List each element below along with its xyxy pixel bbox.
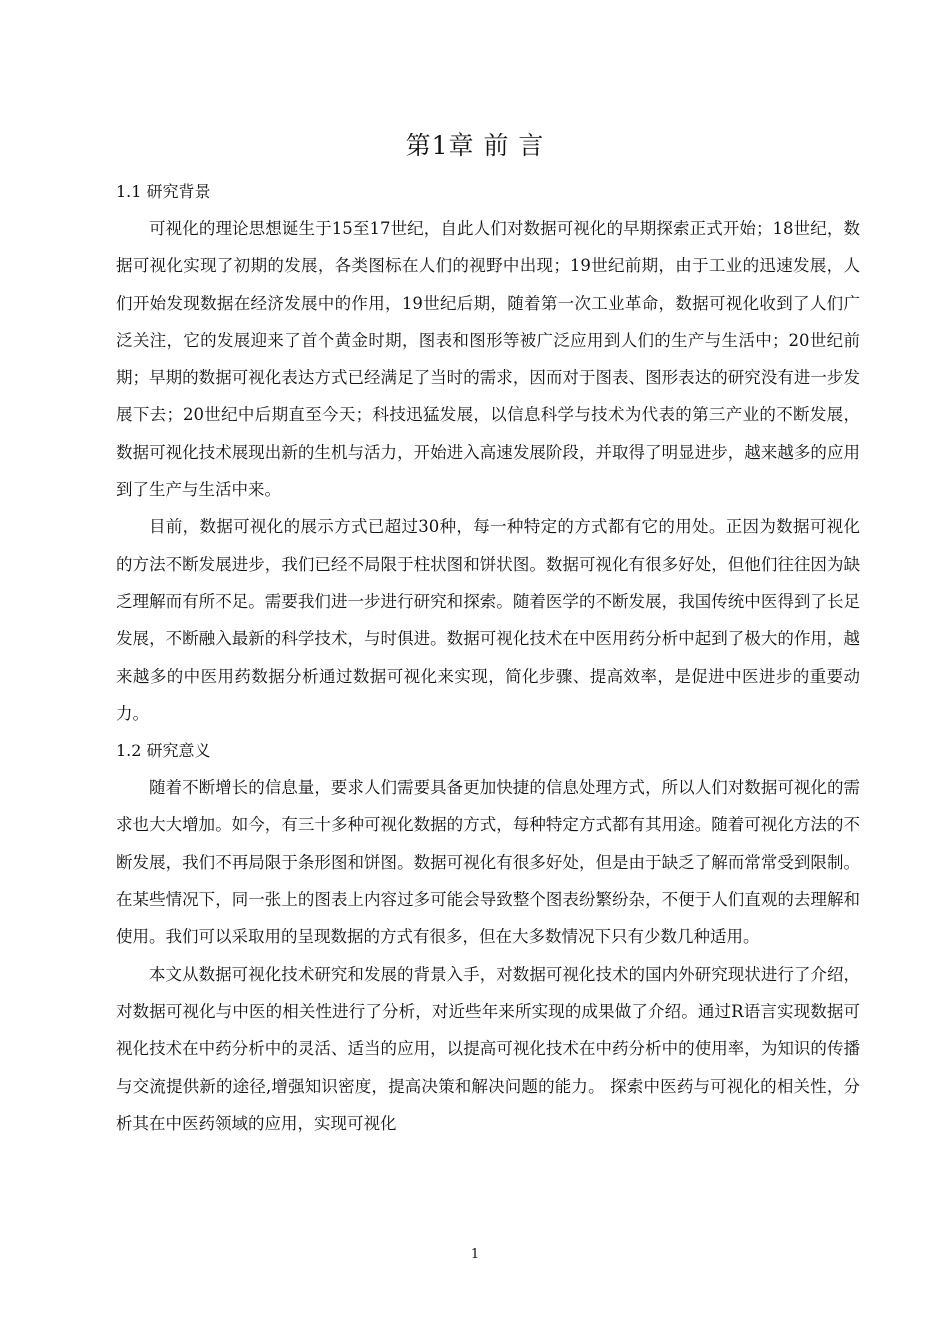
paragraph: 随着不断增长的信息量，要求人们需要具备更加快捷的信息处理方式，所以人们对数据可视化的需求也大大增加。如今，有三十多种可视化数据的方式，每种特定方式都有其用途。随着可视化方法的不断发展，我们不再局限于条形图和饼图。数据可视化有很多好处，但是由于缺乏了解而常常受到限制。在某些情况下，同一张上的图表上内容过多可能会导致整个图表纷繁纷杂，不便于人们直观的去理解和使用。我们可以采取用的呈现数据的方式有很多，但在大多数情况下只有少数几种适用。	[116, 778, 860, 947]
chapter-title: 第1章 前 言	[405, 131, 545, 160]
section-heading-research-background: 1.1 研究背景	[116, 182, 211, 201]
page-number: 1	[470, 1247, 480, 1262]
paragraph: 本文从数据可视化技术研究和发展的背景入手，对数据可视化技术的国内外研究现状进行了介绍，对数据可视化与中医的相关性进行了分析，对近些年来所实现的成果做了介绍。通过R语言实现数据可视化技术在中药分析中的灵活、适当的应用，以提高可视化技术在中药分析中的使用率，为知识的传播与交流提供新的途径,增强知识密度，提高决策和解决问题的能力。 探索中医药与可视化的相关性，分析其在中医药领域的应用，实现可视化	[116, 964, 860, 1133]
section-heading-research-significance: 1.2 研究意义	[116, 741, 211, 761]
paragraph: 可视化的理论思想诞生于15至17世纪，自此人们对数据可视化的早期探索正式开始；18世纪，数据可视化实现了初期的发展，各类图标在人们的视野中出现；19世纪前期，由于工业的迅速发展，人们开始发现数据在经济发展中的作用，19世纪后期，随着第一次工业革命，数据可视化收到了人们广泛关注，它的发展迎来了首个黄金时期，图表和图形等被广泛应用到人们的生产与生活中；20世纪前期；早期的数据可视化表达方式已经满足了当时的需求，因而对于图表、图形表达的研究没有进一步发展下去；20世纪中后期直至今天；科技迅猛发展，以信息科学与技术为代表的第三产业的不断发展，数据可视化技术展现出新的生机与活力，开始进入高速发展阶段，并取得了明显进步，越来越多的应用到了生产与生活中来。	[116, 219, 860, 500]
page-body	[116, 173, 860, 1142]
paragraph: 目前，数据可视化的展示方式已超过30种，每一种特定的方式都有它的用处。正因为数据可视化的方法不断发展进步，我们已经不局限于柱状图和饼状图。数据可视化有很多好处，但他们往往因为缺乏理解而有所不足。需要我们进一步进行研究和探索。随着医学的不断发展，我国传统中医得到了长足发展，不断融入最新的科学技术，与时俱进。数据可视化技术在中医用药分析中起到了极大的作用，越来越多的中医用药数据分析通过数据可视化来实现，简化步骤、提高效率，是促进中医进步的重要动力。	[116, 517, 860, 723]
